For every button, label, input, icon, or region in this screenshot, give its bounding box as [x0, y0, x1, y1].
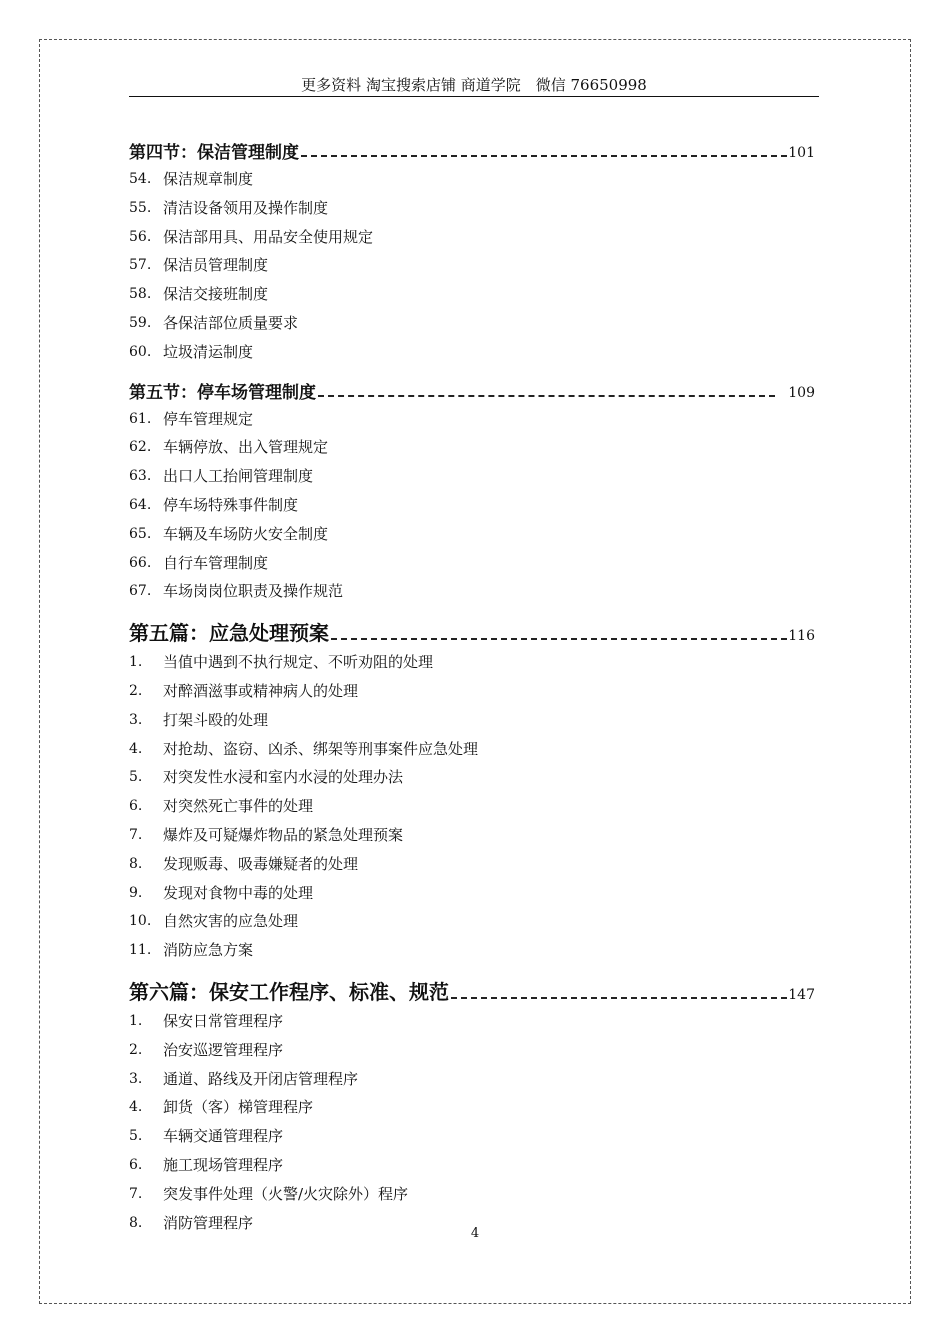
item-title: 停车管理规定	[163, 409, 254, 428]
toc-item[interactable]	[129, 280, 819, 309]
toc-item[interactable]	[129, 677, 819, 706]
item-title: 车辆及车场防火安全制度	[163, 524, 329, 543]
page-header: 更多资料 淘宝搜索店铺 商道学院 微信 76650998	[301, 76, 647, 94]
item-number: 55.	[129, 199, 152, 216]
section-page-number: 147	[788, 986, 815, 1003]
toc-section-heading[interactable]	[129, 133, 819, 163]
item-title: 突发事件处理（火警/火灾除外）程序	[163, 1184, 409, 1203]
section-title: 第四节：保洁管理制度	[129, 143, 299, 163]
toc-item[interactable]	[129, 309, 819, 338]
toc-item[interactable]	[129, 223, 819, 252]
toc-item[interactable]	[129, 194, 819, 223]
toc-item[interactable]	[129, 165, 819, 194]
section-page-number: 101	[788, 145, 815, 161]
header-rule	[129, 96, 819, 97]
toc-item[interactable]	[129, 1036, 819, 1065]
item-title: 对抢劫、盗窃、凶杀、绑架等刑事案件应急处理	[163, 739, 479, 758]
item-title: 卸货（客）梯管理程序	[163, 1098, 314, 1117]
item-title: 自然灾害的应急处理	[163, 912, 299, 931]
item-number: 7.	[129, 826, 143, 843]
item-title: 垃圾清运制度	[163, 342, 254, 361]
item-title: 消防管理程序	[163, 1213, 254, 1232]
item-title: 保洁员管理制度	[163, 256, 269, 275]
item-number: 2.	[129, 682, 143, 699]
item-number: 9.	[129, 884, 143, 901]
section-title: 第六篇：保安工作程序、标准、规范	[129, 979, 449, 1004]
item-number: 5.	[129, 769, 143, 786]
item-number: 6.	[129, 1156, 143, 1173]
item-number: 7.	[129, 1185, 143, 1202]
item-number: 8.	[129, 855, 143, 872]
toc-item[interactable]	[129, 251, 819, 280]
item-number: 54.	[129, 171, 152, 187]
item-title: 自行车管理制度	[163, 553, 269, 572]
item-title: 对突然死亡事件的处理	[163, 797, 314, 816]
item-title: 爆炸及可疑爆炸物品的紧急处理预案	[163, 825, 404, 844]
item-number: 56.	[129, 228, 152, 245]
section-page-number: 116	[788, 628, 815, 645]
toc-item[interactable]	[129, 936, 819, 965]
item-number: 63.	[129, 468, 152, 485]
item-title: 清洁设备领用及操作制度	[163, 198, 329, 217]
toc-item[interactable]	[129, 549, 819, 578]
toc-item[interactable]	[129, 462, 819, 491]
item-number: 10.	[129, 913, 152, 930]
item-title: 保洁规章制度	[163, 170, 254, 188]
toc-item[interactable]	[129, 706, 819, 735]
toc-item[interactable]	[129, 1122, 819, 1151]
item-title: 打架斗殴的处理	[163, 710, 269, 729]
toc-item[interactable]	[129, 850, 819, 879]
item-title: 通道、路线及开闭店管理程序	[163, 1069, 359, 1088]
item-title: 对突发性水浸和室内水浸的处理办法	[163, 768, 404, 787]
item-title: 保洁部用具、用品安全使用规定	[163, 227, 374, 246]
item-number: 8.	[129, 1214, 143, 1231]
toc-item[interactable]	[129, 907, 819, 936]
item-number: 4.	[129, 1099, 143, 1116]
item-title: 发现贩毒、吸毒嫌疑者的处理	[163, 854, 359, 873]
toc-item[interactable]	[129, 577, 819, 606]
dot-leader	[318, 395, 775, 397]
item-title: 停车场特殊事件制度	[163, 495, 299, 514]
item-number: 62.	[129, 439, 152, 456]
toc-part-heading[interactable]	[129, 612, 819, 646]
item-number: 58.	[129, 286, 152, 303]
item-number: 1.	[129, 654, 143, 671]
toc-item[interactable]	[129, 405, 819, 434]
item-title: 当值中遇到不执行规定、不听劝阻的处理	[163, 653, 434, 672]
item-number: 65.	[129, 525, 152, 542]
toc	[129, 127, 819, 1237]
toc-item[interactable]	[129, 821, 819, 850]
dot-leader	[451, 997, 787, 999]
toc-item[interactable]	[129, 1065, 819, 1094]
item-number: 2.	[129, 1041, 143, 1058]
item-number: 5.	[129, 1128, 143, 1145]
section-page-number: 109	[788, 384, 815, 401]
item-title: 保安日常管理程序	[163, 1011, 284, 1030]
item-title: 治安巡逻管理程序	[163, 1040, 284, 1059]
toc-item[interactable]	[129, 1007, 819, 1036]
item-number: 60.	[129, 343, 152, 360]
item-title: 车场岗岗位职责及操作规范	[163, 582, 344, 601]
item-number: 66.	[129, 554, 152, 571]
section-title: 第五节：停车场管理制度	[129, 382, 316, 403]
page-number: 4	[470, 1226, 480, 1241]
item-number: 3.	[129, 711, 143, 728]
toc-item[interactable]	[129, 735, 819, 764]
item-number: 6.	[129, 798, 143, 815]
item-number: 11.	[129, 942, 152, 959]
item-title: 车辆交通管理程序	[163, 1127, 284, 1146]
item-number: 3.	[129, 1070, 143, 1087]
item-number: 1.	[129, 1012, 143, 1029]
dot-leader	[331, 638, 787, 640]
section-title: 第五篇：应急处理预案	[129, 621, 329, 646]
dot-leader	[301, 155, 787, 157]
toc-item[interactable]	[129, 520, 819, 549]
item-number: 59.	[129, 314, 152, 331]
toc-item[interactable]	[129, 792, 819, 821]
toc-item[interactable]	[129, 338, 819, 367]
item-number: 67.	[129, 583, 152, 600]
item-number: 4.	[129, 740, 143, 757]
toc-item[interactable]	[129, 433, 819, 462]
item-number: 64.	[129, 496, 152, 513]
item-title: 保洁交接班制度	[163, 285, 269, 304]
toc-item[interactable]	[129, 763, 819, 792]
toc-part-heading[interactable]	[129, 971, 819, 1005]
toc-item[interactable]	[129, 1151, 819, 1180]
item-title: 出口人工抬闸管理制度	[163, 467, 314, 486]
item-title: 对醉酒滋事或精神病人的处理	[163, 681, 359, 700]
item-title: 发现对食物中毒的处理	[163, 883, 314, 902]
toc-item[interactable]	[129, 491, 819, 520]
toc-item[interactable]	[129, 1180, 819, 1209]
toc-item[interactable]	[129, 648, 819, 677]
item-title: 各保洁部位质量要求	[163, 313, 299, 332]
toc-item[interactable]	[129, 1093, 819, 1122]
toc-item[interactable]	[129, 879, 819, 908]
item-title: 车辆停放、出入管理规定	[163, 438, 329, 457]
item-title: 消防应急方案	[163, 941, 254, 960]
item-title: 施工现场管理程序	[163, 1155, 284, 1174]
toc-section-heading[interactable]	[129, 373, 819, 403]
item-number: 57.	[129, 257, 152, 274]
item-number: 61.	[129, 410, 152, 427]
